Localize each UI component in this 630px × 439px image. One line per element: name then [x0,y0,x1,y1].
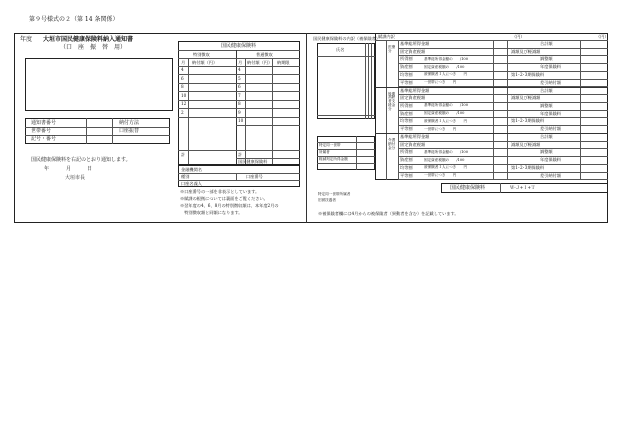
row-divider [398,125,608,126]
bottom-label: 軽減判定所得金額 [319,157,348,161]
row-divider [236,125,300,126]
date-day: 日 [87,166,93,172]
note-line: ※賦課の根拠については裏面をご覧ください。 [180,196,268,201]
calc-row-desc: 固定資産税額の /100 [424,64,465,69]
field-label: 世帯番号 [31,128,52,134]
normal-month: 10 [238,118,244,123]
calc-row-desc: 被保険者１人につき 円 [424,118,468,123]
field-label: 記号・番号 [31,136,57,142]
calc-unit: （円） [596,34,609,39]
field-label: 口座振替 [119,128,140,134]
calc-row-label-right: 合計額 [540,134,553,139]
calc-row-label: 均等割 [400,71,413,77]
calc-row-label-right: 差引納付額 [540,79,561,85]
calc-row-label-right: 減額及び軽減額 [511,48,541,54]
bottom-note: ※被保険者欄には4月からの被保険者（異動者を含む）を記載しています。 [318,211,459,216]
calc-row-desc: 被保険者１人につき 円 [424,165,468,170]
special-month: 6 [181,75,184,81]
calc-row-label: 資産割 [400,110,413,116]
calc-row-desc: 一世帯につき 円 [424,126,457,131]
bank-account: 口座番号 [246,174,263,179]
special-month: 4 [181,67,184,72]
special-month: 12 [181,101,187,106]
calc-row-desc: 基準総所得金額の /100 [424,149,469,154]
calc-row-label: 固定資産税額 [400,48,426,54]
normal-month: 5 [238,75,241,81]
row-divider [398,48,608,49]
note-line: ※翌年度の4、6、8月の特別徴収額は、本年度2月の [180,203,279,208]
notice-subtitle: （口 座 振 替 用） [60,44,127,51]
bank-institution: 金融機関名 [181,167,202,172]
normal-month: 8 [238,101,241,106]
col-month: 月 [238,60,243,65]
field-label: 納付方法 [119,120,140,126]
normal-label: 普通徴収 [256,52,273,57]
calc-row-label: 基準総所得金額 [400,41,430,46]
section-label: 後期高齢者支援金分 [388,91,396,111]
col-month: 月 [181,60,186,65]
middle-title: 国民健康保険料の内訳（被保険者） [313,36,381,41]
section-label: 介護納付金分 [388,138,396,150]
note-line: ※口座番号の一部を非表示としています。 [180,189,260,194]
calc-row-label: 平等割 [400,79,413,85]
calc-row-label: 平等割 [400,172,413,178]
section-label: 医療分 [388,45,396,53]
calc-row-desc: 一世帯につき 円 [424,173,457,177]
row-divider [236,74,300,75]
bottom-label: 特定同一世帯 [319,143,341,147]
calc-row-label-right: 差引納付額 [540,172,561,178]
calc-row-label: 均等割 [400,164,413,170]
calc-row-label: 所得割 [400,102,413,108]
row-divider [178,91,236,92]
note-line: 特別徴収額と同額になります。 [180,210,243,215]
col-due: 納期限 [277,60,290,65]
calc-row-label: 基準総所得金額 [400,87,430,93]
calc-row-label-right: 合計額 [540,87,553,93]
middle-row: 特定同一世帯所属者 [318,192,351,196]
calc-row-label-right: 合計額 [540,41,553,46]
col-name: 氏名 [336,47,345,52]
row-divider [398,63,608,64]
calc-row-label-right: 調整額 [540,56,553,62]
calc-row-label: 平等割 [400,126,413,131]
normal-month: 6 [238,84,241,89]
bank-holder: 口座名義人 [181,181,202,186]
calc-row-desc: 固定資産税額の /100 [424,157,465,162]
normal-month: 9 [238,109,241,115]
calc-row-label: 固定資産税額 [400,141,426,147]
special-month: 8 [181,84,184,89]
special-month: 10 [181,92,187,98]
calc-row-label-right: 年度保険料 [540,110,561,116]
date-year: 年 [44,166,50,172]
row-divider [178,117,236,118]
calc-row-label-right: 第1･2･3期保険料 [511,164,545,170]
row-divider [398,94,608,95]
calc-row-label-right: 第1･2･3期保険料 [511,71,545,77]
calc-row-label-right: 減額及び軽減額 [511,141,541,147]
normal-month: 4 [238,67,241,72]
row-divider [236,83,300,84]
row-divider [398,179,608,180]
normal-month: 7 [238,92,241,98]
calc-footer-code: Ｗ-Ｊ+Ｉ+Ｔ [510,185,536,190]
calc-unit: （円） [512,34,525,39]
special-label: 特別徴収 [193,52,210,57]
calc-row-label: 基準総所得金額 [400,134,430,139]
row-divider [236,117,300,118]
calc-header: 賦課内訳 [378,34,395,39]
calc-row-label-right: 調整額 [540,102,553,108]
calc-row-label: 均等割 [400,118,413,124]
bank-type: 種別 [181,174,190,179]
schedule-footer: 国民健康保険料 [238,159,268,164]
total-label: 計 [181,152,186,157]
row-divider [236,91,300,92]
calc-row-label: 所得割 [400,56,413,62]
calc-row-label-right: 第1･2･3期保険料 [511,118,545,124]
row-divider [178,108,236,109]
row-divider [178,100,236,101]
row-divider [236,100,300,101]
bottom-label: 所属者 [319,150,330,154]
col-amount: 納付額（円） [192,60,218,65]
col-amount: 納付額（円） [247,60,273,65]
address-box [25,58,173,111]
calc-row-label-right: 年度保険料 [540,157,561,163]
calc-row-label: 所得割 [400,149,413,155]
row-divider [398,156,608,157]
calc-row-label-right: 調整額 [540,149,553,155]
row-divider [398,141,608,142]
issuer: 大垣市長 [65,175,86,181]
calc-row-desc: 固定資産税額の /100 [424,111,465,116]
calc-row-desc: 基準総所得金額の /100 [424,56,469,61]
calc-row-desc: 一世帯につき 円 [424,80,457,84]
calc-row-desc: 被保険者１人につき 円 [424,72,468,77]
calc-row-label: 資産割 [400,64,413,70]
calc-row-label-right: 減額及び軽減額 [511,95,541,101]
date-month: 月 [66,166,72,172]
row-divider [178,74,236,75]
calc-row-label-right: 差引納付額 [540,126,561,131]
notice-title: 大垣市国民健康保険料納入通知書 [43,36,134,43]
special-month: 2 [181,109,184,115]
calc-row-label: 資産割 [400,157,413,163]
calc-row-label-right: 年度保険料 [540,64,561,70]
fiscal-year-label: 年度 [20,36,33,43]
field-label: 通知書番号 [31,120,57,126]
notice-message: 国民健康保険料を右記のとおり通知します。 [31,157,131,163]
calc-footer-label: 国民健康保険料 [450,185,486,191]
calc-row-desc: 基準総所得金額の /100 [424,103,469,108]
calc-row-label: 固定資産税額 [400,95,426,101]
row-divider [178,83,236,84]
schedule-header: 国民健康保険料 [221,43,257,49]
total-label: 計 [238,152,243,157]
form-number: 第９号様式の２（第 14 条関係） [29,16,119,23]
row-divider [236,108,300,109]
middle-row: 旧被扶養者 [318,198,336,202]
